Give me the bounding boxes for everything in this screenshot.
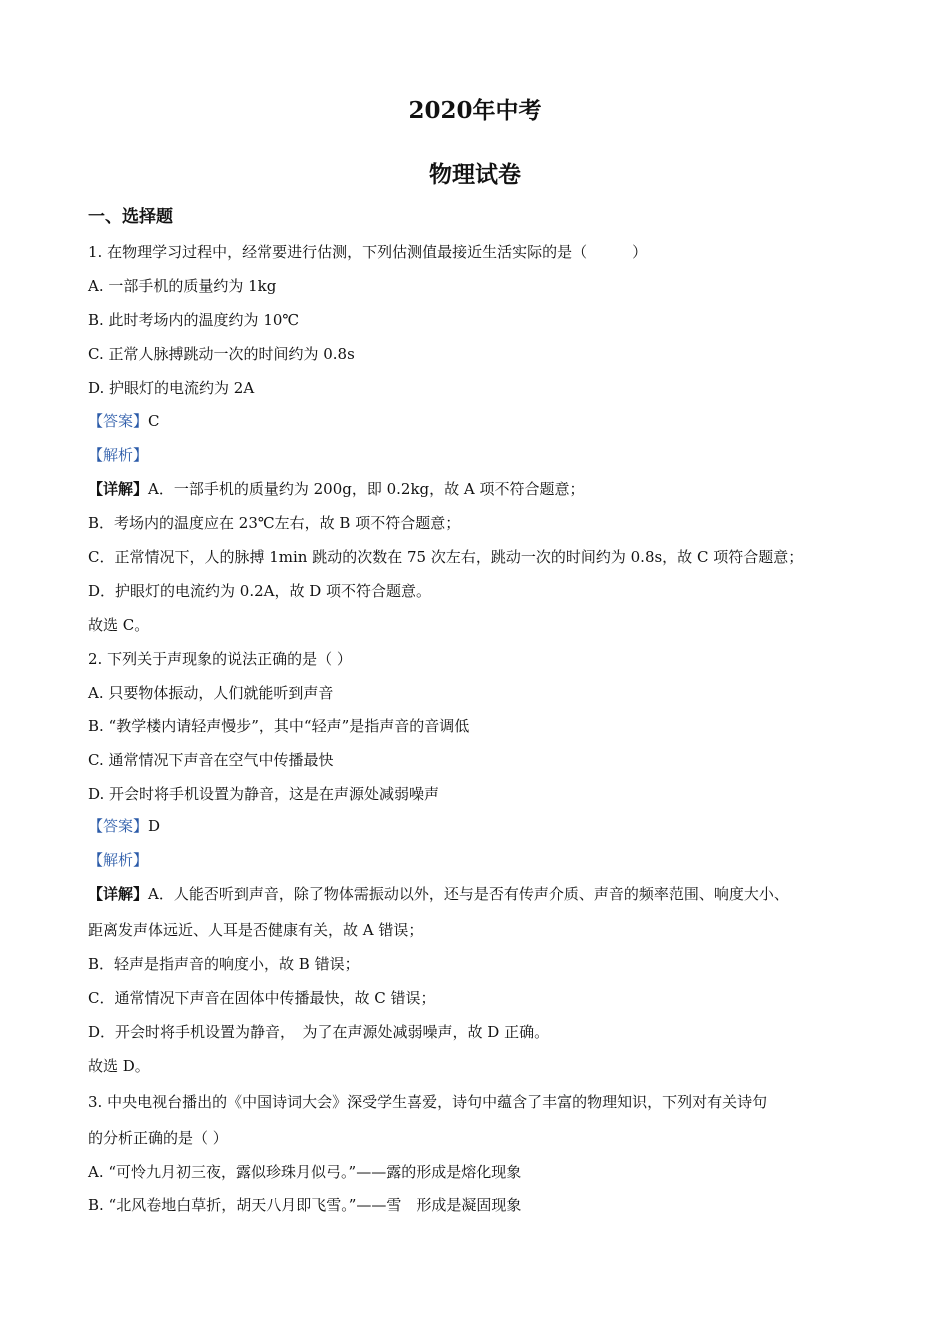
q1-detail-line bbox=[88, 479, 585, 499]
q1-option-b: B. 此时考场内的温度约为 10℃ bbox=[88, 311, 300, 329]
q2-conclusion: 故选 D。 bbox=[88, 1057, 150, 1075]
analysis-label: 【解析】 bbox=[88, 446, 149, 464]
q2-detail-line: 距离发声体远近、人耳是否健康有关，故 A 错误； bbox=[88, 921, 424, 939]
q1-answer bbox=[88, 411, 160, 431]
q2-analysis bbox=[88, 850, 148, 870]
detail-label: 【详解】 bbox=[88, 480, 149, 498]
q2-detail-line: D．开会时将手机设置为静音， 为了在声源处减弱噪声，故 D 正确。 bbox=[88, 1023, 550, 1041]
q1-option-c: C. 正常人脉搏跳动一次的时间约为 0.8s bbox=[88, 345, 355, 363]
q1-detail-text: A．一部手机的质量约为 200g，即 0.2kg，故 A 项不符合题意； bbox=[148, 480, 585, 498]
q1-analysis bbox=[88, 445, 148, 465]
q2-detail-line: C．通常情况下声音在固体中传播最快，故 C 错误； bbox=[88, 989, 436, 1007]
q3-stem: 的分析正确的是（ ） bbox=[88, 1129, 228, 1147]
q2-option-b: B. “教学楼内请轻声慢步”，其中“轻声”是指声音的音调低 bbox=[88, 717, 470, 735]
q1-conclusion: 故选 C。 bbox=[88, 616, 150, 634]
q2-answer bbox=[88, 816, 160, 836]
q2-detail-line: B．轻声是指声音的响度小，故 B 错误； bbox=[88, 955, 360, 973]
q1-detail-line: D．护眼灯的电流约为 0.2A，故 D 项不符合题意。 bbox=[88, 582, 432, 600]
page-title: 2020年中考 bbox=[408, 97, 542, 124]
q1-answer-value: C bbox=[148, 412, 160, 430]
q1-option-a: A. 一部手机的质量约为 1kg bbox=[88, 277, 277, 295]
answer-label: 【答案】 bbox=[88, 412, 149, 430]
detail-label: 【详解】 bbox=[88, 885, 149, 903]
q1-detail-line: B．考场内的温度应在 23℃左右，故 B 项不符合题意； bbox=[88, 514, 461, 532]
analysis-label: 【解析】 bbox=[88, 851, 149, 869]
q2-detail-text: A．人能否听到声音，除了物体需振动以外，还与是否有传声介质、声音的频率范围、响度大小、 bbox=[148, 885, 789, 903]
q3-option-b: B. “北风卷地白草折，胡天八月即飞雪。”——雪 形成是凝固现象 bbox=[88, 1196, 522, 1214]
q2-stem: 2. 下列关于声现象的说法正确的是（ ） bbox=[88, 650, 352, 668]
q3-stem: 3. 中央电视台播出的《中国诗词大会》深受学生喜爱，诗句中蕴含了丰富的物理知识，下列对有关诗句 bbox=[88, 1093, 768, 1111]
q1-stem: 1. 在物理学习过程中，经常要进行估测，下列估测值最接近生活实际的是（ ） bbox=[88, 243, 648, 261]
section-heading: 一、选择题 bbox=[88, 207, 173, 227]
q2-option-d: D. 开会时将手机设置为静音，这是在声源处减弱噪声 bbox=[88, 785, 440, 803]
page-subtitle: 物理试卷 bbox=[429, 161, 521, 188]
q2-detail-line bbox=[88, 884, 789, 904]
q3-option-a: A. “可怜九月初三夜，露似珍珠月似弓。”——露的形成是熔化现象 bbox=[88, 1163, 522, 1181]
q2-answer-value: D bbox=[148, 817, 161, 835]
q2-option-a: A. 只要物体振动，人们就能听到声音 bbox=[88, 684, 334, 702]
q1-option-d: D. 护眼灯的电流约为 2A bbox=[88, 379, 255, 397]
q2-option-c: C. 通常情况下声音在空气中传播最快 bbox=[88, 751, 334, 769]
q1-detail-line: C．正常情况下，人的脉搏 1min 跳动的次数在 75 次左右，跳动一次的时间约为 0.8s，故 C 项符合题意； bbox=[88, 548, 804, 566]
answer-label: 【答案】 bbox=[88, 817, 149, 835]
